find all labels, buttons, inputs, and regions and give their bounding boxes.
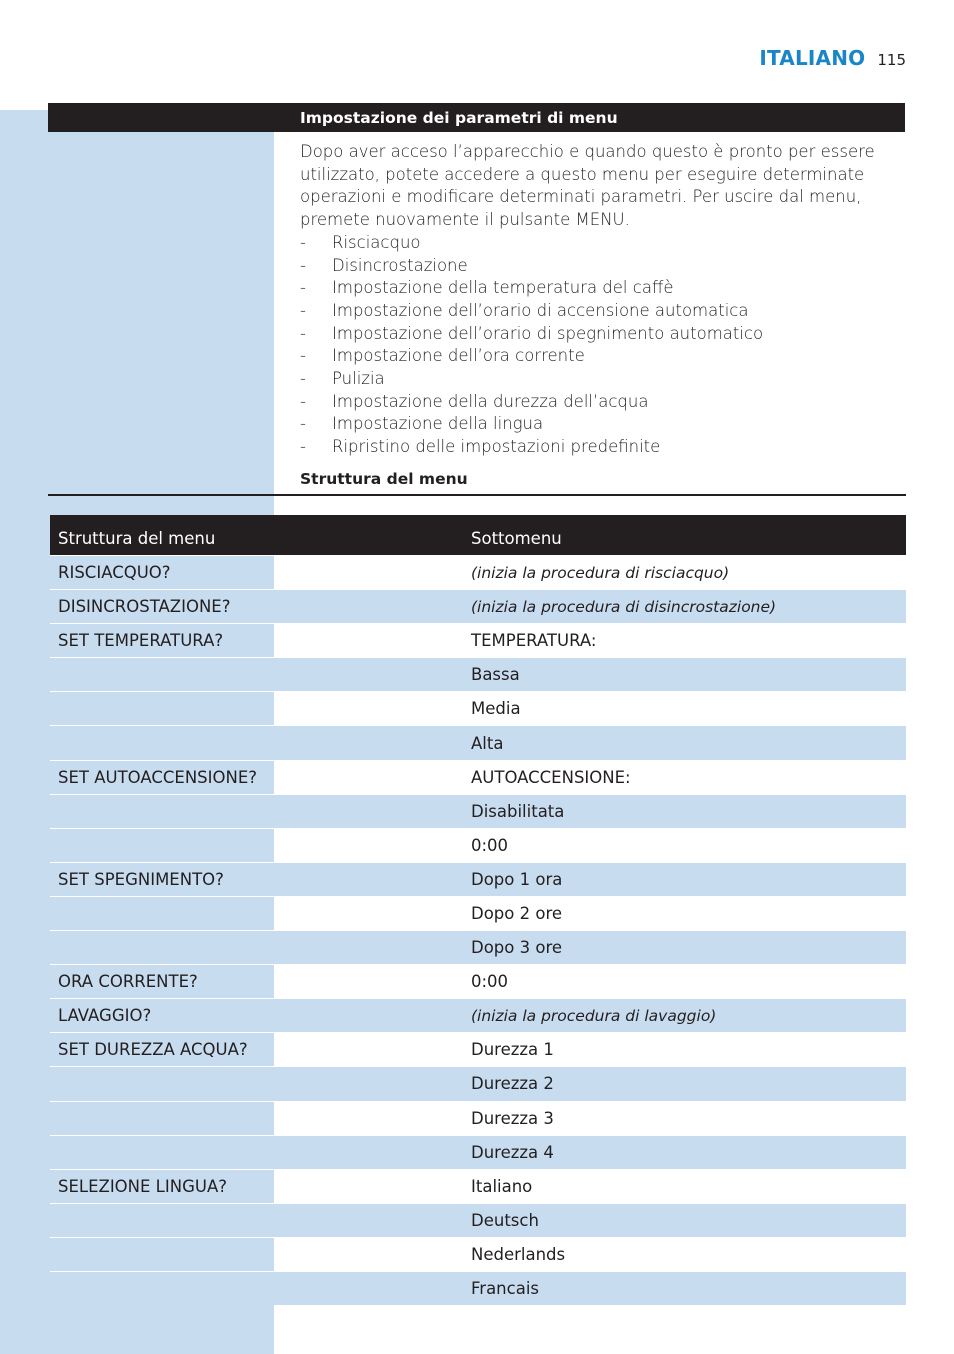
structure-title: Struttura del menu: [300, 470, 468, 488]
language-title: ITALIANO: [759, 46, 866, 70]
table-row: [50, 964, 906, 998]
table-row: [50, 1101, 906, 1135]
submenu-cell: 0:00: [471, 972, 509, 992]
submenu-cell: Dopo 2 ore: [471, 903, 563, 923]
submenu-cell: TEMPERATURA:: [471, 631, 597, 651]
submenu-cell: Dopo 1 ora: [471, 869, 563, 889]
submenu-cell: Alta: [471, 733, 504, 753]
list-item: - Impostazione dell’orario di spegnimento automatico: [300, 323, 900, 346]
submenu-cell: (inizia la procedura di risciacquo): [471, 563, 730, 582]
submenu-cell: Deutsch: [471, 1210, 539, 1230]
table-row: [50, 657, 906, 691]
section-title: Impostazione dei parametri di menu: [300, 109, 618, 127]
submenu-cell: Durezza 3: [471, 1108, 554, 1128]
menu-structure-table: [50, 515, 906, 1305]
menu-cell: SET TEMPERATURA?: [58, 631, 224, 651]
page-header: [759, 46, 906, 76]
table-row: [50, 930, 906, 964]
table-row: [50, 589, 906, 623]
table-row: [50, 1237, 906, 1271]
submenu-cell: Nederlands: [471, 1244, 566, 1264]
table-row: [50, 1271, 906, 1305]
submenu-cell: AUTOACCENSIONE:: [471, 767, 631, 787]
table-row: [50, 1203, 906, 1237]
submenu-cell: (inizia la procedura di disincrostazione): [471, 597, 777, 616]
table-row: [50, 1135, 906, 1169]
menu-cell: ORA CORRENTE?: [58, 972, 198, 992]
submenu-cell: Francais: [471, 1279, 540, 1299]
submenu-cell: Durezza 2: [471, 1074, 554, 1094]
intro-list: [300, 232, 900, 459]
list-item: - Disincrostazione: [300, 255, 900, 278]
list-item: - Risciacquo: [300, 232, 900, 255]
submenu-cell: Durezza 1: [471, 1040, 554, 1060]
menu-cell: SELEZIONE LINGUA?: [58, 1176, 227, 1196]
table-row: [50, 725, 906, 759]
table-row: [50, 794, 906, 828]
table-row: [50, 760, 906, 794]
list-item: - Impostazione della lingua: [300, 413, 900, 436]
menu-cell: DISINCROSTAZIONE?: [58, 597, 231, 617]
list-item: - Pulizia: [300, 368, 900, 391]
list-item: - Impostazione della durezza dell’acqua: [300, 391, 900, 414]
table-row: [50, 1032, 906, 1066]
submenu-cell: Dopo 3 ore: [471, 938, 563, 958]
submenu-cell: Italiano: [471, 1176, 533, 1196]
table-row: [50, 896, 906, 930]
submenu-cell: Disabilitata: [471, 801, 565, 821]
list-item: - Impostazione dell’orario di accensione automatica: [300, 300, 900, 323]
header-cell-submenu: Sottomenu: [471, 529, 562, 548]
intro-paragraph: Dopo aver acceso l’apparecchio e quando questo è pronto per essere utilizzato, potete accedere a questo menu per eseguire determinate operazioni e modificare determinati parametri. Per uscire dal menu, premete nuovamente il pulsante MENU.: [300, 142, 875, 230]
table-row: [50, 555, 906, 589]
list-item: - Impostazione della temperatura del caffè: [300, 277, 900, 300]
submenu-cell: Bassa: [471, 665, 520, 685]
intro-text: [300, 141, 900, 459]
table-header: [50, 515, 906, 555]
list-item: - Impostazione dell’ora corrente: [300, 345, 900, 368]
table-body: [50, 555, 906, 1305]
section-title-bar: [48, 103, 905, 132]
menu-cell: LAVAGGIO?: [58, 1006, 152, 1026]
menu-cell: SET DUREZZA ACQUA?: [58, 1040, 248, 1060]
list-item: - Ripristino delle impostazioni predefinite: [300, 436, 900, 459]
page-number: 115: [877, 51, 906, 69]
submenu-cell: (inizia la procedura di lavaggio): [471, 1006, 717, 1025]
submenu-cell: Durezza 4: [471, 1142, 554, 1162]
submenu-cell: 0:00: [471, 835, 509, 855]
table-row: [50, 1066, 906, 1100]
table-row: [50, 623, 906, 657]
table-row: [50, 998, 906, 1032]
menu-cell: SET SPEGNIMENTO?: [58, 869, 224, 889]
divider: [48, 494, 906, 496]
menu-cell: SET AUTOACCENSIONE?: [58, 767, 258, 787]
table-row: [50, 1169, 906, 1203]
menu-cell: RISCIACQUO?: [58, 563, 171, 583]
table-row: [50, 828, 906, 862]
table-row: [50, 862, 906, 896]
submenu-cell: Media: [471, 699, 521, 719]
header-cell-menu: Struttura del menu: [58, 529, 216, 548]
table-row: [50, 691, 906, 725]
